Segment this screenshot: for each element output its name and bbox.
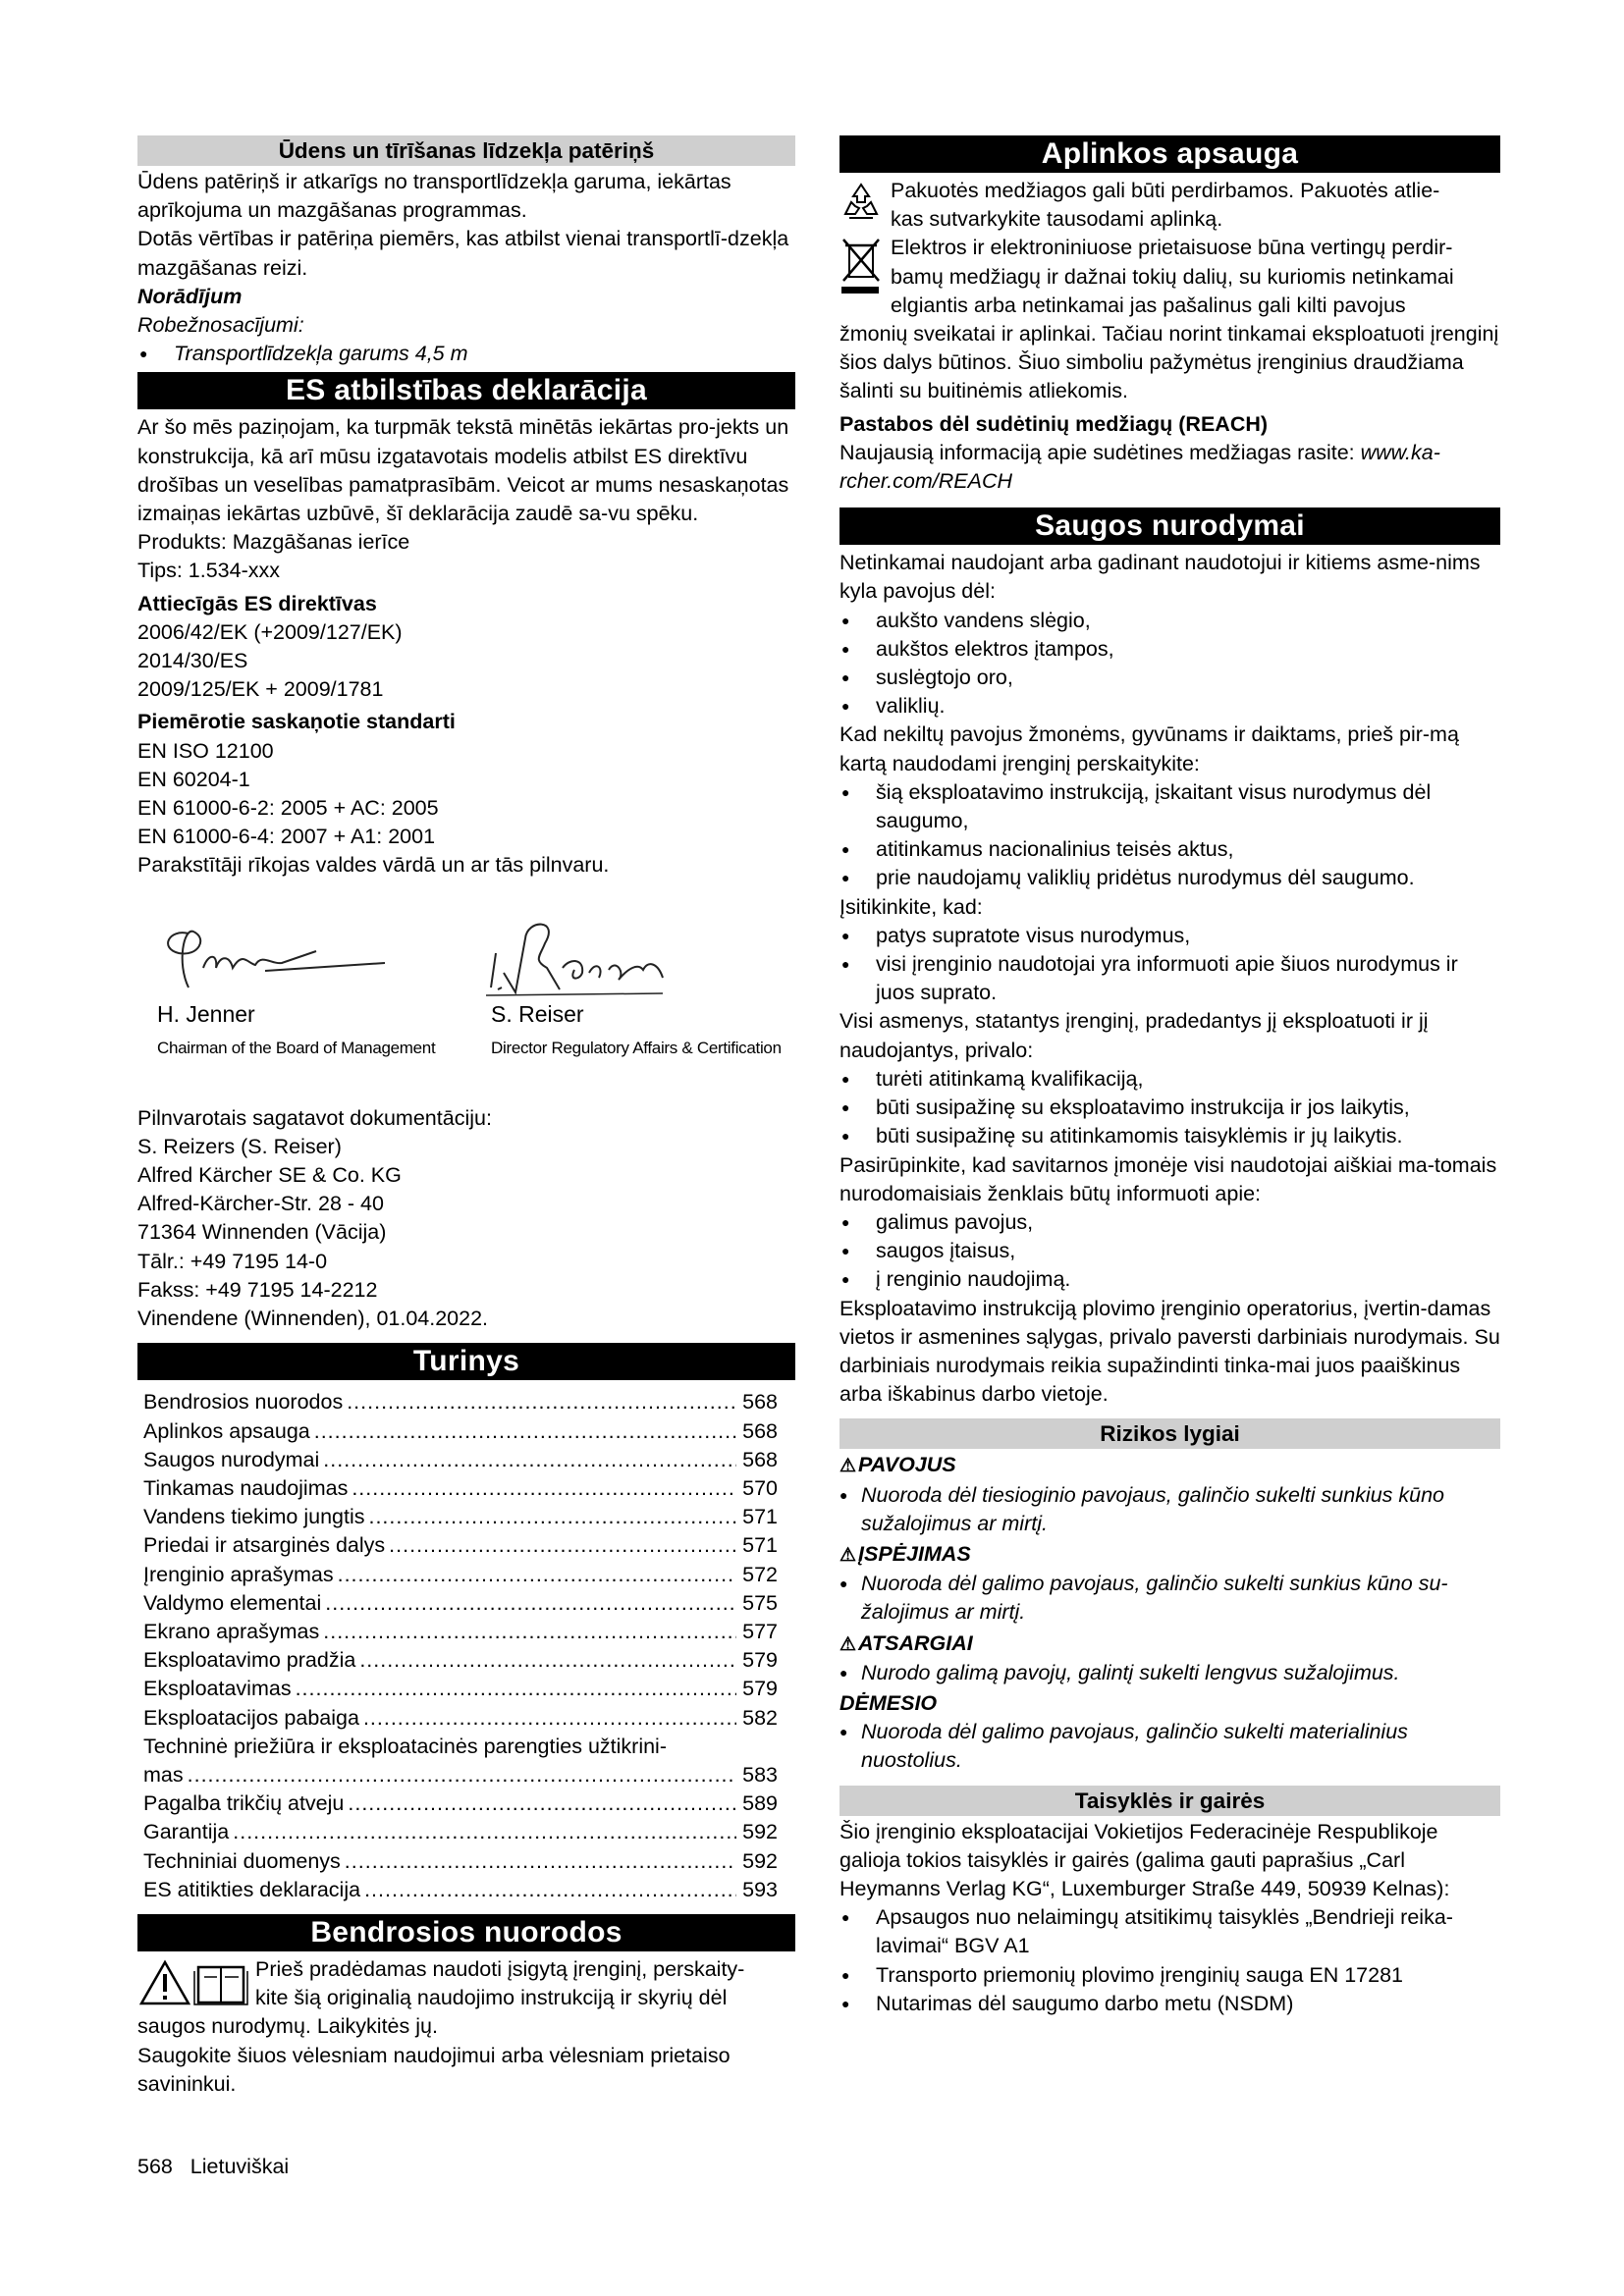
electronics-line-1: Elektros ir elektroniniuose prietaisuose būna vertingų perdir- (891, 236, 1453, 260)
water-paragraph-2: Dotās vērtības ir patēriņa piemērs, kas atbilst vienai transportlī-dzekļa mazgāšanas reizi. (137, 227, 789, 280)
danger-label: ⚠PAVOJUS (839, 1453, 956, 1477)
page-footer (137, 2155, 289, 2179)
toc-item[interactable] (137, 1618, 795, 1646)
signatory-1-name: H. Jenner (157, 1000, 255, 1027)
safety-paragraph-6: Eksploatavimo instrukciją plovimo įrenginio operatorius, įvertin-damas vietos ir asmenines sąlygas, privalo paversti darbiniais nurodymais. Su darbiniais nurodymais reikia supažindinti tinka-mai juos paaiškinus arba iškabinus darbo vietoje. (839, 1296, 1500, 1407)
warning-triangle-icon: ⚠ (839, 1544, 857, 1566)
risk-item: ● valiklių. (839, 692, 1500, 721)
toc-title: Techniniai duomenys (143, 1848, 341, 1873)
page-number: 568 (137, 2155, 173, 2178)
directives-label: Attiecīgās ES direktīvas (137, 591, 377, 615)
safety-heading: Saugos nurodymai (839, 507, 1500, 545)
contact-line: Tālr.: +49 7195 14-0 (137, 1249, 328, 1273)
safety-paragraph-5: Pasirūpinkite, kad savitarnos įmonėje visi naudotojai aiškiai ma-tomais nurodomaisiais ženklais būtų informuoti apie: (839, 1152, 1497, 1205)
reach-link[interactable]: www.ka-rcher.com/REACH (839, 440, 1440, 494)
warning-triangle-icon (139, 1959, 190, 2006)
type-line: Tips: 1.534-xxx (137, 559, 280, 583)
caution-text: ● Nurodo galimą pavojų, galintį sukelti lengvus sužalojimus. (839, 1659, 1500, 1687)
toc-page: 592 (742, 1820, 778, 1844)
toc-heading: Turinys (137, 1343, 795, 1380)
risk-levels-heading: Rizikos lygiai (839, 1418, 1500, 1449)
safety-paragraph-4: Visi asmenys, statantys įrenginį, pradedantys jį eksploatuoti ir jį naudojantys, privalo: (839, 1009, 1429, 1062)
risk-item: ● aukšto vandens slėgio, (839, 607, 1500, 635)
must-item: ● būti susipažinę su eksploatavimo instrukcija ir jos laikytis, (839, 1094, 1500, 1122)
toc-page: 568 (742, 1447, 778, 1471)
toc-page: 568 (742, 1390, 778, 1415)
toc-page: 593 (742, 1877, 778, 1901)
toc-item[interactable] (137, 1818, 795, 1846)
toc-item[interactable] (137, 1876, 795, 1904)
general-line-3: saugos nurodymų. Laikykitės jų. (137, 2014, 438, 2039)
standards-label: Piemērotie saskaņotie standarti (137, 710, 456, 734)
read-item: ● prie naudojamų valiklių pridėtus nurodymus dėl saugumo. (839, 864, 1500, 892)
toc-page: 577 (742, 1619, 778, 1643)
signatory-1-role: Chairman of the Board of Management (157, 1038, 436, 1057)
toc-title: Pagalba trikčių atveju (143, 1791, 345, 1816)
standard-item: EN 61000-6-2: 2005 + AC: 2005 (137, 796, 439, 821)
toc-item[interactable] (137, 1474, 795, 1503)
toc-title: Eksploatavimo pradžia (143, 1648, 356, 1673)
caution-label: ⚠ATSARGIAI (839, 1630, 973, 1655)
toc-page: 579 (742, 1677, 778, 1701)
electronics-line-3: elgiantis arba netinkamai jas pašalinus gali kilti pavojus (891, 293, 1406, 317)
water-consumption-heading: Ūdens un tīrīšanas līdzekļa patēriņš (137, 135, 795, 166)
inform-item: ● saugos įtaisus, (839, 1237, 1500, 1265)
packaging-line-2: kas sutvarkykite tausodami aplinką. (891, 207, 1223, 232)
warning-triangle-icon: ⚠ (839, 1633, 857, 1655)
reach-text: Naujausią informaciją apie sudėtines medžiagas rasite: (839, 440, 1355, 464)
toc-title: Eksploatacijos pabaiga (143, 1705, 359, 1730)
signatory-2-name: S. Reiser (491, 1000, 584, 1027)
notice-text: ● Nuoroda dėl galimo pavojaus, galinčio sukelti materialinius nuostolius. (839, 1718, 1500, 1775)
toc-title: Eksploatavimas (143, 1677, 292, 1701)
toc-title: Techninė priežiūra ir eksploatacinės parengties užtikrini- (143, 1734, 667, 1758)
directive-item: 2006/42/EK (+2009/127/EK) (137, 619, 403, 644)
toc-page: 572 (742, 1562, 778, 1586)
warning-text: ● Nuoroda dėl galimo pavojaus, galinčio sukelti sunkius kūno su-žalojimus ar mirtį. (839, 1570, 1500, 1627)
toc-title: Aplinkos apsauga (143, 1418, 310, 1443)
toc-item[interactable] (137, 1446, 795, 1474)
contact-line: S. Reizers (S. Reiser) (137, 1134, 342, 1158)
toc-page: 571 (742, 1533, 778, 1558)
toc-title: mas (143, 1762, 184, 1787)
toc-item[interactable] (137, 1561, 795, 1589)
ensure-item: ● visi įrenginio naudotojai yra informuoti apie šiuos nurodymus ir juos suprato. (839, 950, 1500, 1007)
inform-item: ● į renginio naudojimą. (839, 1265, 1500, 1294)
toc-item[interactable] (137, 1503, 795, 1531)
toc-title: Saugos nurodymai (143, 1447, 320, 1471)
toc-title: Vandens tiekimo jungtis (143, 1505, 365, 1529)
read-item: ● atitinkamus nacionalinius teisės aktus, (839, 835, 1500, 864)
must-item: ● turėti atitinkamą kvalifikaciją, (839, 1065, 1500, 1094)
toc-title: ES atitikties deklaracija (143, 1877, 361, 1901)
crossed-bin-icon (839, 236, 883, 296)
standard-item: EN 60204-1 (137, 767, 250, 791)
warning-triangle-icon: ⚠ (839, 1456, 857, 1477)
contact-line: Alfred-Kärcher-Str. 28 - 40 (137, 1192, 384, 1216)
contact-line: Pilnvarotais sagatavot dokumentāciju: (137, 1105, 492, 1130)
toc-page: 589 (742, 1791, 778, 1816)
rule-item: ● Apsaugos nuo nelaimingų atsitikimų taisyklės „Bendrieji reika-lavimai“ BGV A1 (839, 1903, 1500, 1960)
standard-item: EN ISO 12100 (137, 738, 274, 763)
general-paragraph-2: Saugokite šiuos vėlesniam naudojimui arba vėlesniam prietaiso savininkui. (137, 2043, 731, 2096)
electronics-line-2: bamų medžiagų ir dažnai tokių dalių, su kuriomis netinkamai (891, 264, 1454, 289)
toc-item[interactable] (137, 1388, 795, 1416)
signatories-note: Parakstītāji rīkojas valdes vārdā un ar tās pilnvaru. (137, 853, 610, 878)
must-item: ● būti susipažinę su atitinkamomis taisyklėmis ir jų laikytis. (839, 1122, 1500, 1150)
warning-label: ⚠ĮSPĖJIMAS (839, 1541, 971, 1566)
toc-title: Valdymo elementai (143, 1590, 322, 1615)
rules-heading: Taisyklės ir gairės (839, 1786, 1500, 1816)
es-declaration-heading: ES atbilstības deklarācija (137, 372, 795, 409)
standard-item: EN 61000-6-4: 2007 + A1: 2001 (137, 825, 436, 849)
packaging-note (839, 177, 1500, 234)
water-paragraph-1: Ūdens patēriņš ir atkarīgs no transportlīdzekļa garuma, iekārtas aprīkojuma un mazgāšanas programmas. (137, 170, 731, 223)
limit-item: ● Transportlīdzekļa garums 4,5 m (137, 340, 795, 368)
toc-item-long-cont[interactable] (137, 1761, 795, 1789)
general-line-2: kite šią originalią naudojimo instrukciją ir skyrių dėl (255, 1986, 728, 2010)
notice-label: DĖMESIO (839, 1690, 938, 1715)
contact-line: Fakss: +49 7195 14-2212 (137, 1277, 378, 1302)
recycle-icon (839, 181, 883, 224)
note-label: Norādījum (137, 284, 243, 308)
es-paragraph: Ar šo mēs paziņojam, ka turpmāk tekstā minētās iekārtas pro-jekts un konstrukcija, kā arī mūsu izgatavotais modelis atbilst ES direktīvu drošības un veselības pamatprasībām. Veicot ar mums nesaskaņotas izmaiņas iekārtas uzbūvē, šī deklarācija zaudē sa-vu spēku. (137, 415, 789, 526)
toc-page: 582 (742, 1705, 778, 1730)
toc-item[interactable] (137, 1646, 795, 1675)
toc-title: Tinkamas naudojimas (143, 1475, 349, 1500)
toc-page: 583 (742, 1762, 778, 1787)
electronics-rest: žmonių sveikatai ir aplinkai. Tačiau norint tinkamai eksploatuoti įrenginį šios dalys būtinos. Šiuo simboliu pažymėtus įrenginius draudžiama šalinti su buitinėmis atliekomis. (839, 322, 1499, 403)
toc-item[interactable] (137, 1704, 795, 1733)
toc-item[interactable] (137, 1417, 795, 1446)
contact-line: Alfred Kärcher SE & Co. KG (137, 1163, 402, 1188)
environment-heading: Aplinkos apsauga (839, 135, 1500, 173)
toc-item-long[interactable] (137, 1733, 795, 1761)
toc-page: 579 (742, 1648, 778, 1673)
reach-paragraph (839, 439, 1500, 496)
safety-intro: Netinkamai naudojant arba gadinant naudotojui ir kitiems asme-nims kyla pavojus dėl: (839, 551, 1481, 604)
safety-paragraph-3: Įsitikinkite, kad: (839, 894, 983, 919)
toc-item[interactable] (137, 1675, 795, 1703)
read-item: ● šią eksploatavimo instrukciją, įskaitant visus nurodymus dėl saugumo, (839, 778, 1500, 835)
toc-title: Ekrano aprašymas (143, 1619, 320, 1643)
toc-page: 575 (742, 1590, 778, 1615)
toc-page: 568 (742, 1418, 778, 1443)
limits-label: Robežnosacījumi: (137, 313, 304, 338)
right-column (839, 135, 1500, 2018)
table-of-contents (137, 1388, 795, 1904)
manual-book-icon (192, 1959, 249, 2006)
electronics-note (839, 234, 1500, 320)
ensure-item: ● patys supratote visus nurodymus, (839, 922, 1500, 950)
safety-paragraph-2: Kad nekiltų pavojus žmonėms, gyvūnams ir daiktams, prieš pir-mą kartą naudodami įrenginį perskaitykite: (839, 722, 1459, 775)
directive-item: 2009/125/EK + 2009/1781 (137, 677, 384, 702)
general-notes-heading: Bendrosios nuorodos (137, 1914, 795, 1951)
directive-item: 2014/30/ES (137, 649, 248, 673)
toc-page: 592 (742, 1848, 778, 1873)
risk-item: ● aukštos elektros įtampos, (839, 635, 1500, 664)
general-line-1: Prieš pradėdamas naudoti įsigytą įrenginį, perskaity- (255, 1956, 745, 1981)
signatory-2-role: Director Regulatory Affairs & Certification (491, 1038, 782, 1057)
inform-item: ● galimus pavojus, (839, 1208, 1500, 1237)
signature-block (137, 894, 795, 1104)
toc-page: 571 (742, 1505, 778, 1529)
general-notes-intro (137, 1955, 795, 2012)
footer-language: Lietuviškai (189, 2155, 290, 2178)
signature-reiser (486, 899, 722, 1007)
reach-label: Pastabos dėl sudėtinių medžiagų (REACH) (839, 411, 1269, 436)
toc-page: 570 (742, 1475, 778, 1500)
toc-title: Bendrosios nuorodos (143, 1390, 344, 1415)
left-column (137, 135, 795, 2099)
risk-item: ● suslėgtojo oro, (839, 664, 1500, 692)
toc-title: Garantija (143, 1820, 230, 1844)
danger-text: ● Nuoroda dėl tiesioginio pavojaus, galinčio sukelti sunkius kūno sužalojimus ar mirtį. (839, 1481, 1500, 1538)
toc-title: Priedai ir atsarginės dalys (143, 1533, 386, 1558)
contact-line: Vinendene (Winnenden), 01.04.2022. (137, 1307, 489, 1331)
product-line: Produkts: Mazgāšanas ierīce (137, 530, 410, 555)
toc-item[interactable] (137, 1531, 795, 1560)
rules-paragraph: Šio įrenginio eksploatacijai Vokietijos Federacinėje Respublikoje galioja tokios taisyklės ir gairės (galima gauti paprašius „Carl Heymanns Verlag KG“, Luxemburger Straße 449, 50939 Kelnas): (839, 1819, 1450, 1900)
toc-item[interactable] (137, 1847, 795, 1876)
packaging-line-1: Pakuotės medžiagos gali būti perdirbamos. Pakuotės atlie- (891, 179, 1440, 202)
rule-item: ● Transporto priemonių plovimo įrenginių sauga EN 17281 (839, 1961, 1500, 1990)
rule-item: ● Nutarimas dėl saugumo darbo metu (NSDM) (839, 1990, 1500, 2018)
toc-title: Įrenginio aprašymas (143, 1562, 334, 1586)
toc-item[interactable] (137, 1789, 795, 1818)
signature-jenner (149, 894, 385, 1002)
contact-line: 71364 Winnenden (Vācija) (137, 1220, 387, 1245)
toc-item[interactable] (137, 1589, 795, 1618)
